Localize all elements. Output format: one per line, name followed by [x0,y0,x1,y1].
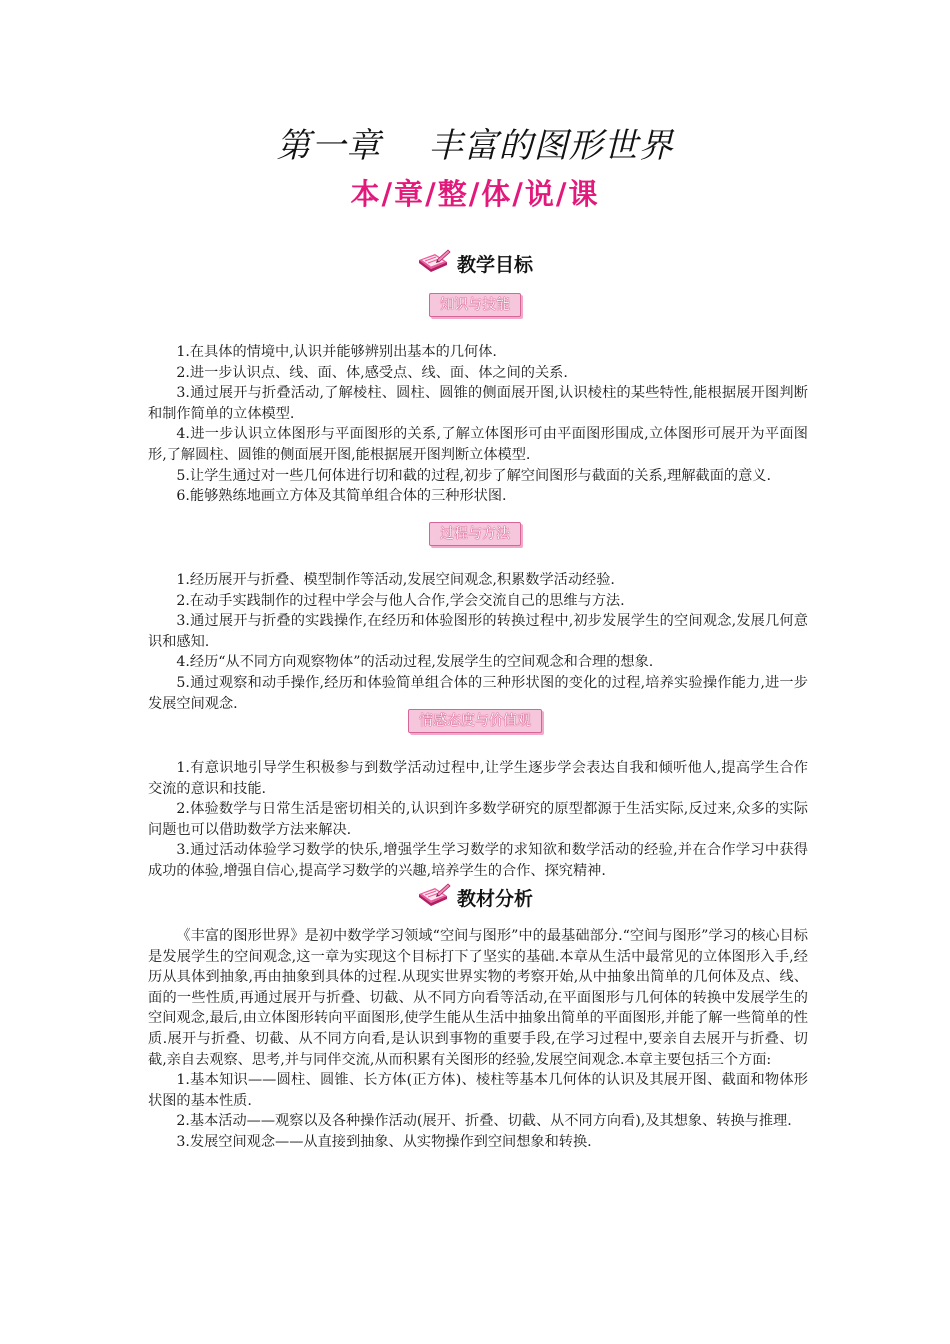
section-heading-analysis [0,882,950,913]
list-item: 2.体验数学与日常生活是密切相关的,认识到许多数学研究的原型都源于生活实际,反过来,众多的实际问题也可以借助数学方法来解决. [148,801,808,838]
badge-attitude-values: 情感态度与价值观 [408,709,542,733]
list-item: 6.能够熟练地画立方体及其简单组合体的三种形状图. [176,488,507,505]
section-title-goals: 教学目标 [456,254,533,276]
list-item: 3.通过展开与折叠的实践操作,在经历和体验图形的转换过程中,初步发展学生的空间观念,发展几何意识和感知. [148,613,808,650]
analysis-paragraph: 1.基本知识——圆柱、圆锥、长方体(正方体)、棱柱等基本几何体的认识及其展开图、截面和物体形状图的基本性质. [148,1072,808,1109]
list-item: 5.让学生通过对一些几何体进行切和截的过程,初步了解空间图形与截面的关系,理解截面的意义. [176,467,771,484]
list-item: 4.进一步认识立体图形与平面图形的关系,了解立体图形可由平面图形围成,立体图形可展开为平面图形,了解圆柱、圆锥的侧面展开图,能根据展开图判断立体模型. [148,426,808,463]
list-item: 1.有意识地引导学生积极参与到数学活动过程中,让学生逐步学会表达自我和倾听他人,提高学生合作交流的意识和技能. [148,760,808,797]
knowledge-list [148,342,808,507]
analysis-text [148,926,808,1153]
analysis-paragraph: 2.基本活动——观察以及各种操作活动(展开、折叠、切截、从不同方向看),及其想象、转换与推理. [176,1113,792,1130]
list-item: 4.经历“从不同方向观察物体”的活动过程,发展学生的空间观念和合理的想象. [176,654,654,671]
process-list [148,570,808,714]
attitude-list [148,758,808,882]
analysis-paragraph: 3.发展空间观念——从直接到抽象、从实物操作到空间想象和转换. [176,1133,592,1150]
chapter-title: 第一章 丰富的图形世界 [276,126,674,166]
pencil-notebook-icon [417,248,451,279]
section-heading-goals [0,248,950,279]
badge-knowledge-skills: 知识与技能 [429,293,521,317]
list-item: 2.在动手实践制作的过程中学会与他人合作,学会交流自己的思维与方法. [176,592,625,609]
list-item: 5.通过观察和动手操作,经历和体验简单组合体的三种形状图的变化的过程,培养实验操作能力,进一步发展空间观念. [148,674,808,712]
chapter-subtitle: 本/章/整/体/说/课 [350,177,600,211]
analysis-paragraph: 《丰富的图形世界》是初中数学学习领域“空间与图形”中的最基础部分.“空间与图形”学习的核心目标是发展学生的空间观念,这一章为实现这个目标打下了坚实的基础.本章从生活中最常见的立体图形入手,经历从具体到抽象,再由抽象到具体的过程.从现实世界实物的考察开始,从中抽象出简单的几何体及点、线、面的一些性质,再通过展开与折叠、切截、从不同方向看等活动,在平面图形与几何体的转换中发展学生的空间观念,最后,由立体图形转向平面图形,使学生能从生活中抽象出简单的平面图形,并能了解一些简单的性质.展开与折叠、切截、从不同方向看,是认识到事物的重要手段,在学习过程中,要亲自去展开与折叠、切截,亲自去观察、思考,并与同伴交流,从而积累有关图形的经验,发展空间观念.本章主要包括三个方面: [148,928,808,1068]
list-item: 3.通过活动体验学习数学的快乐,增强学生学习数学的求知欲和数学活动的经验,并在合作学习中获得成功的体验,增强自信心,提高学习数学的兴趣,培养学生的合作、探究精神. [148,842,808,879]
pencil-notebook-icon [417,882,451,913]
list-item: 2.进一步认识点、线、面、体,感受点、线、面、体之间的关系. [176,364,568,381]
list-item: 1.经历展开与折叠、模型制作等活动,发展空间观念,积累数学活动经验. [176,572,615,588]
list-item: 3.通过展开与折叠活动,了解棱柱、圆柱、圆锥的侧面展开图,认识棱柱的某些特性,能根据展开图判断和制作简单的立体模型. [148,385,808,422]
list-item: 1.在具体的情境中,认识并能够辨别出基本的几何体. [176,344,497,360]
badge-process-methods: 过程与方法 [429,522,521,546]
section-title-analysis: 教材分析 [456,888,533,910]
